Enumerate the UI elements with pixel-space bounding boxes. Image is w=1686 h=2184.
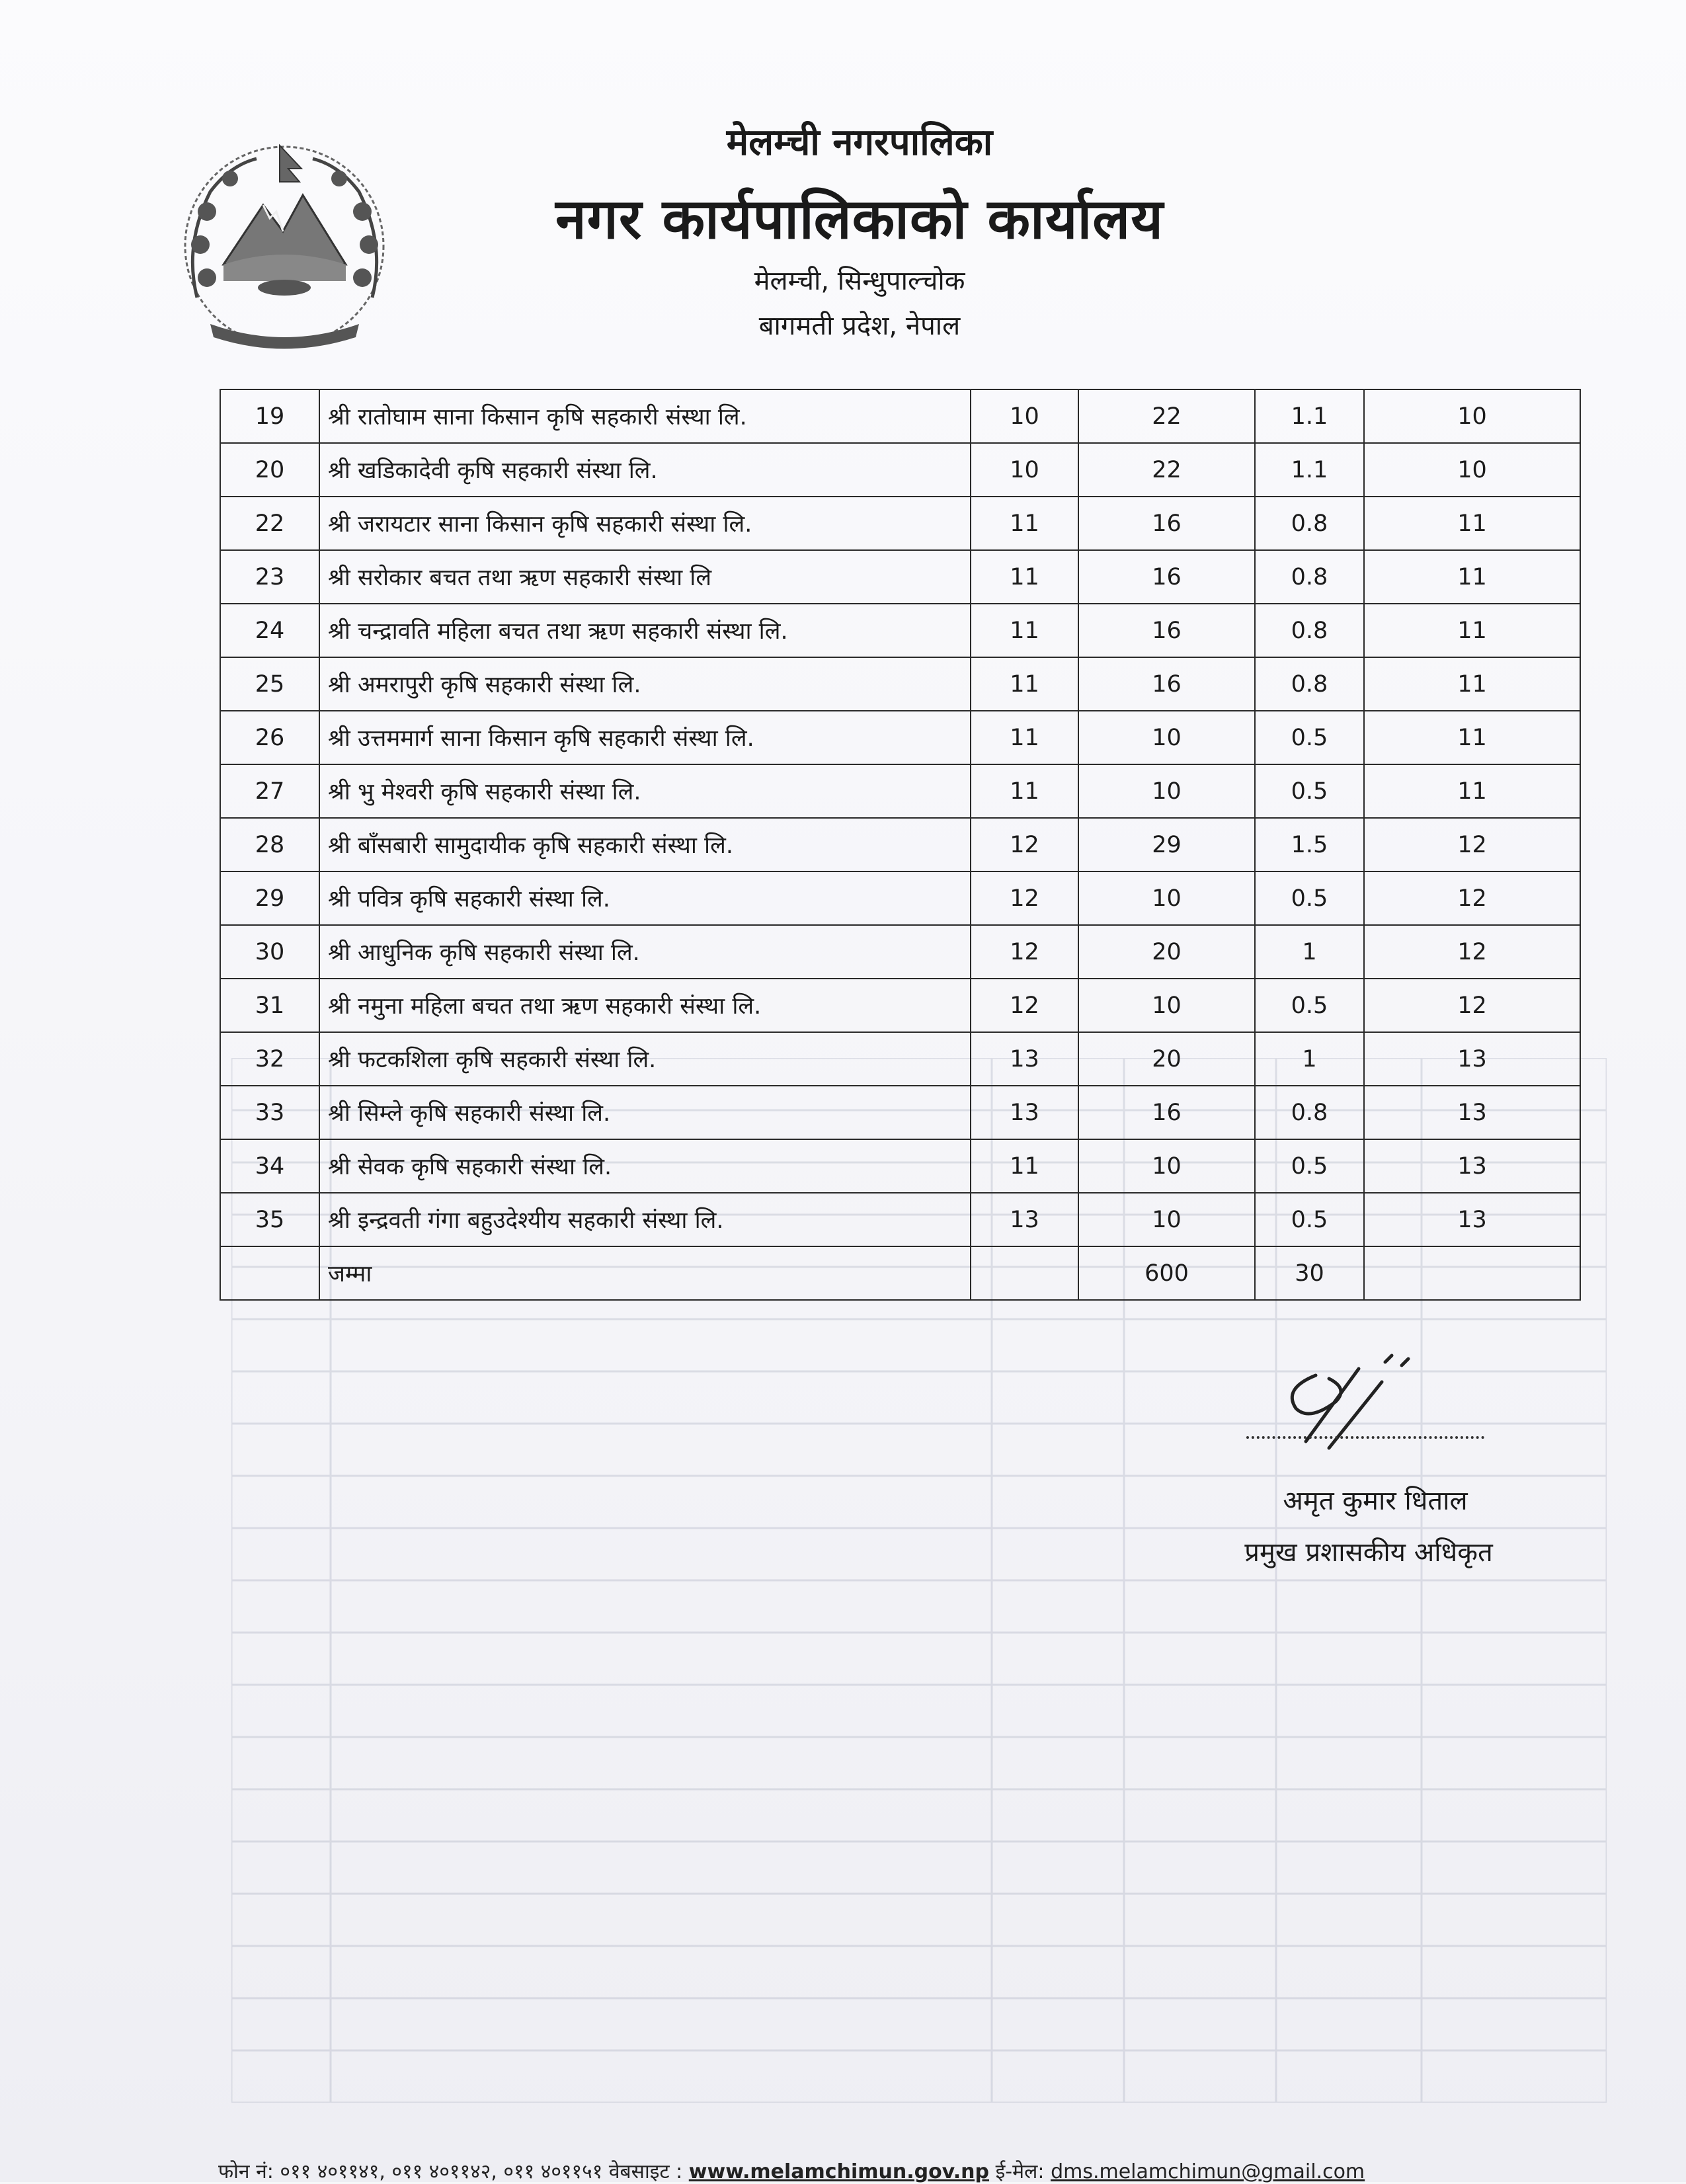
value-cell: 12 bbox=[971, 925, 1078, 979]
serial-number-cell: 29 bbox=[220, 871, 319, 925]
value-cell: 12 bbox=[1364, 818, 1580, 871]
value-cell: 13 bbox=[971, 1086, 1078, 1139]
value-cell: 11 bbox=[1364, 497, 1580, 550]
cooperative-name-cell: श्री पवित्र कृषि सहकारी संस्था लि. bbox=[319, 871, 971, 925]
value-cell: 20 bbox=[1078, 925, 1255, 979]
value-cell: 10 bbox=[971, 443, 1078, 497]
serial-number-cell: 28 bbox=[220, 818, 319, 871]
footer-phone: फोन नं: ०११ ४०११४१, ०११ ४०११४२, ०११ ४०११५१ वेबसाइट : bbox=[218, 2160, 683, 2183]
table-row bbox=[220, 604, 1580, 657]
table-row bbox=[220, 818, 1580, 871]
cooperative-name-cell: श्री सिम्ले कृषि सहकारी संस्था लि. bbox=[319, 1086, 971, 1139]
value-cell: 1.1 bbox=[1255, 443, 1364, 497]
table-row bbox=[220, 1086, 1580, 1139]
value-cell: 10 bbox=[1078, 764, 1255, 818]
value-cell: 1.5 bbox=[1255, 818, 1364, 871]
serial-number-cell: 34 bbox=[220, 1139, 319, 1193]
value-cell: 0.8 bbox=[1255, 657, 1364, 711]
value-cell: 10 bbox=[1078, 711, 1255, 764]
value-cell: 11 bbox=[971, 764, 1078, 818]
value-cell: 13 bbox=[971, 1193, 1078, 1246]
value-cell: 13 bbox=[1364, 1086, 1580, 1139]
serial-number-cell: 25 bbox=[220, 657, 319, 711]
cooperative-name-cell: श्री जरायटार साना किसान कृषि सहकारी संस्था लि. bbox=[319, 497, 971, 550]
serial-number-cell: 19 bbox=[220, 389, 319, 443]
cooperative-name-cell: श्री अमरापुरी कृषि सहकारी संस्था लि. bbox=[319, 657, 971, 711]
footer-contact bbox=[218, 2157, 1640, 2184]
value-cell: 1 bbox=[1255, 925, 1364, 979]
cooperative-name-cell: श्री चन्द्रावति महिला बचत तथा ऋण सहकारी संस्था लि. bbox=[319, 604, 971, 657]
value-cell: 12 bbox=[971, 818, 1078, 871]
value-cell: 0.8 bbox=[1255, 604, 1364, 657]
table-row bbox=[220, 711, 1580, 764]
value-cell: 11 bbox=[1364, 764, 1580, 818]
table-row bbox=[220, 871, 1580, 925]
value-cell: 11 bbox=[971, 497, 1078, 550]
value-cell: 11 bbox=[971, 604, 1078, 657]
total-value-cell: 30 bbox=[1255, 1246, 1364, 1300]
table-row bbox=[220, 657, 1580, 711]
office-location: मेलम्ची, सिन्धुपाल्चोक bbox=[754, 266, 965, 296]
value-cell: 16 bbox=[1078, 604, 1255, 657]
table-row bbox=[220, 1139, 1580, 1193]
province-country: बागमती प्रदेश, नेपाल bbox=[758, 311, 961, 341]
value-cell: 22 bbox=[1078, 443, 1255, 497]
value-cell: 12 bbox=[1364, 979, 1580, 1032]
value-cell: 0.8 bbox=[1255, 1086, 1364, 1139]
cooperative-name-cell: श्री खडिकादेवी कृषि सहकारी संस्था लि. bbox=[319, 443, 971, 497]
value-cell: 10 bbox=[1364, 389, 1580, 443]
nepal-emblem-icon bbox=[171, 132, 399, 360]
signatory-title: प्रमुख प्रशासकीय अधिकृत bbox=[1244, 1537, 1493, 1568]
serial-number-cell: 33 bbox=[220, 1086, 319, 1139]
cooperative-table bbox=[220, 389, 1581, 1301]
value-cell: 12 bbox=[971, 979, 1078, 1032]
serial-number-cell: 26 bbox=[220, 711, 319, 764]
cooperative-name-cell: श्री इन्द्रवती गंगा बहुउदेश्यीय सहकारी संस्था लि. bbox=[319, 1193, 971, 1246]
value-cell: 20 bbox=[1078, 1032, 1255, 1086]
value-cell: 11 bbox=[971, 1139, 1078, 1193]
office-title: नगर कार्यपालिकाको कार्यालय bbox=[555, 186, 1164, 251]
serial-number-cell: 32 bbox=[220, 1032, 319, 1086]
value-cell: 13 bbox=[1364, 1193, 1580, 1246]
value-cell: 0.8 bbox=[1255, 550, 1364, 604]
table-row bbox=[220, 979, 1580, 1032]
value-cell: 0.5 bbox=[1255, 979, 1364, 1032]
value-cell: 10 bbox=[1078, 1193, 1255, 1246]
serial-number-cell: 27 bbox=[220, 764, 319, 818]
value-cell: 16 bbox=[1078, 497, 1255, 550]
value-cell: 10 bbox=[1078, 871, 1255, 925]
cooperative-name-cell: श्री बाँसबारी सामुदायीक कृषि सहकारी संस्था लि. bbox=[319, 818, 971, 871]
value-cell: 11 bbox=[971, 550, 1078, 604]
value-cell: 13 bbox=[1364, 1032, 1580, 1086]
value-cell: 1.1 bbox=[1255, 389, 1364, 443]
value-cell bbox=[971, 1246, 1078, 1300]
signature-mark bbox=[1243, 1349, 1441, 1481]
serial-number-cell: 31 bbox=[220, 979, 319, 1032]
value-cell: 10 bbox=[971, 389, 1078, 443]
value-cell: 11 bbox=[1364, 604, 1580, 657]
total-value-cell: 600 bbox=[1078, 1246, 1255, 1300]
footer-email-label: ई-मेल: bbox=[995, 2160, 1045, 2183]
value-cell: 16 bbox=[1078, 550, 1255, 604]
value-cell: 0.5 bbox=[1255, 1193, 1364, 1246]
value-cell: 12 bbox=[1364, 871, 1580, 925]
value-cell: 0.8 bbox=[1255, 497, 1364, 550]
table-row bbox=[220, 764, 1580, 818]
value-cell: 1 bbox=[1255, 1032, 1364, 1086]
table-row bbox=[220, 389, 1580, 443]
signature-line bbox=[1246, 1436, 1484, 1439]
cooperative-name-cell: श्री सरोकार बचत तथा ऋण सहकारी संस्था लि bbox=[319, 550, 971, 604]
value-cell: 29 bbox=[1078, 818, 1255, 871]
serial-number-cell: 24 bbox=[220, 604, 319, 657]
cooperative-name-cell: श्री रातोघाम साना किसान कृषि सहकारी संस्था लि. bbox=[319, 389, 971, 443]
signatory-name: अमृत कुमार धिताल bbox=[1283, 1486, 1468, 1516]
serial-number-cell: 35 bbox=[220, 1193, 319, 1246]
total-row bbox=[220, 1246, 1580, 1300]
value-cell: 11 bbox=[1364, 657, 1580, 711]
value-cell bbox=[1364, 1246, 1580, 1300]
value-cell: 16 bbox=[1078, 1086, 1255, 1139]
cooperative-name-cell: श्री उत्तममार्ग साना किसान कृषि सहकारी संस्था लि. bbox=[319, 711, 971, 764]
table-row bbox=[220, 1032, 1580, 1086]
value-cell: 11 bbox=[1364, 711, 1580, 764]
table-row bbox=[220, 497, 1580, 550]
value-cell: 11 bbox=[971, 657, 1078, 711]
cooperative-name-cell: श्री फटकशिला कृषि सहकारी संस्था लि. bbox=[319, 1032, 971, 1086]
municipality-name: मेलम्ची नगरपालिका bbox=[726, 121, 993, 164]
value-cell: 22 bbox=[1078, 389, 1255, 443]
value-cell: 13 bbox=[1364, 1139, 1580, 1193]
cooperative-name-cell: श्री भु मेश्वरी कृषि सहकारी संस्था लि. bbox=[319, 764, 971, 818]
value-cell: 11 bbox=[971, 711, 1078, 764]
value-cell: 12 bbox=[1364, 925, 1580, 979]
serial-number-cell: 23 bbox=[220, 550, 319, 604]
serial-number-cell bbox=[220, 1246, 319, 1300]
value-cell: 13 bbox=[971, 1032, 1078, 1086]
value-cell: 0.5 bbox=[1255, 1139, 1364, 1193]
table-row bbox=[220, 1193, 1580, 1246]
total-label-cell: जम्मा bbox=[319, 1246, 971, 1300]
value-cell: 0.5 bbox=[1255, 764, 1364, 818]
value-cell: 10 bbox=[1078, 1139, 1255, 1193]
footer-website-link[interactable]: www.melamchimun.gov.np bbox=[688, 2160, 990, 2183]
cooperative-name-cell: श्री सेवक कृषि सहकारी संस्था लि. bbox=[319, 1139, 971, 1193]
table-row bbox=[220, 443, 1580, 497]
value-cell: 10 bbox=[1078, 979, 1255, 1032]
value-cell: 16 bbox=[1078, 657, 1255, 711]
table-row bbox=[220, 925, 1580, 979]
table-row bbox=[220, 550, 1580, 604]
value-cell: 10 bbox=[1364, 443, 1580, 497]
cooperative-name-cell: श्री नमुना महिला बचत तथा ऋण सहकारी संस्था लि. bbox=[319, 979, 971, 1032]
value-cell: 0.5 bbox=[1255, 871, 1364, 925]
footer-email-link[interactable]: dms.melamchimun@gmail.com bbox=[1051, 2160, 1365, 2183]
serial-number-cell: 30 bbox=[220, 925, 319, 979]
value-cell: 12 bbox=[971, 871, 1078, 925]
value-cell: 11 bbox=[1364, 550, 1580, 604]
value-cell: 0.5 bbox=[1255, 711, 1364, 764]
serial-number-cell: 20 bbox=[220, 443, 319, 497]
cooperative-name-cell: श्री आधुनिक कृषि सहकारी संस्था लि. bbox=[319, 925, 971, 979]
serial-number-cell: 22 bbox=[220, 497, 319, 550]
